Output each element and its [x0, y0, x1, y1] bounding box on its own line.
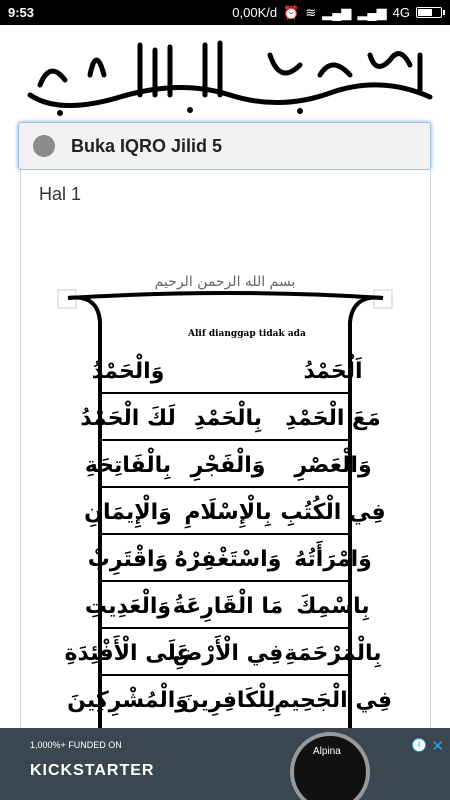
- page-label: Hal 1: [39, 184, 82, 204]
- watch-brand: Alpina: [313, 746, 341, 757]
- ad-brand: KICKSTARTER: [30, 762, 155, 779]
- status-bar: [0, 0, 450, 25]
- accordion-header[interactable]: [18, 122, 431, 170]
- iqro-word: وَالْعَدِيتِ: [84, 594, 172, 619]
- ad-banner[interactable]: [0, 728, 450, 800]
- iqro-word: لَكَ الْحَمْدُ: [80, 406, 176, 431]
- iqro-word: عَلَى الْأَفْئِدَةِ: [64, 641, 192, 666]
- iqro-word: فِي الْأَرْضِ: [172, 641, 284, 666]
- iqro-word: اَلْحَمْدُ: [303, 359, 363, 384]
- signal-icon-2: ▂▄▆: [357, 4, 387, 20]
- iqro-word: وَالْفَجْرِ: [190, 453, 266, 478]
- iqro-word: فِي الْكُتُبِ: [280, 500, 386, 525]
- network-type: 4G: [392, 5, 410, 20]
- ad-funded-text: 1,000%+ FUNDED ON: [30, 740, 122, 750]
- iqro-word: وَاسْتَغْفِرْهُ: [174, 547, 282, 572]
- iqro-word: بِالْمَرْحَمَةِ: [284, 641, 382, 666]
- basmala-calligraphy: [0, 25, 450, 120]
- watch-image: [290, 732, 370, 800]
- iqro-word: وَامْرَأَتُهُ: [294, 547, 372, 572]
- iqro-word: مَعَ الْحَمْدِ: [285, 406, 381, 431]
- ad-info-icon[interactable]: i: [412, 738, 426, 752]
- iqro-word: بِالْحَمْدِ: [193, 406, 263, 431]
- page-basmala: بسم الله الرحمن الرحيم: [154, 274, 296, 290]
- circle-icon: [33, 135, 55, 157]
- basmala-header: [0, 25, 450, 120]
- iqro-word: بِاسْمِكَ: [296, 594, 370, 619]
- iqro-page-svg: [38, 226, 411, 730]
- iqro-word: بِالْفَاتِحَةِ: [84, 453, 172, 478]
- accordion-title: Buka IQRO Jilid 5: [71, 135, 223, 156]
- iqro-word: وَالْحَمْدُ: [91, 359, 165, 384]
- iqro-word: وَاقْتَرِبْ: [87, 547, 169, 572]
- iqro-word: بِالْإِسْلَامِ: [184, 500, 272, 525]
- ad-close-icon[interactable]: ✕: [431, 738, 444, 755]
- iqro-word: وَالْمُشْرِكِينَ: [67, 688, 189, 713]
- iqro-word: مَا الْقَارِعَةُ: [172, 594, 284, 619]
- iqro-rows: [65, 354, 393, 717]
- network-speed: 0,00K/d: [232, 5, 278, 20]
- wifi-icon: ≋: [305, 4, 317, 20]
- iqro-word: فِي الْجَحِيمِ: [273, 688, 393, 713]
- iqro-word: وَالْعَصْرِ: [294, 453, 372, 478]
- iqro-page-image: [38, 226, 411, 730]
- battery-icon: [416, 7, 442, 18]
- alif-note: Alif dianggap tidak ada: [188, 329, 306, 339]
- iqro-word: وَالْإِيمَانِ: [84, 500, 172, 525]
- alarm-icon: ⏰: [283, 4, 300, 20]
- iqro-word: لِلْكَافِرِينَ: [180, 688, 276, 713]
- status-time: 9:53: [8, 5, 35, 20]
- signal-icon: ▂▄▆: [322, 4, 352, 20]
